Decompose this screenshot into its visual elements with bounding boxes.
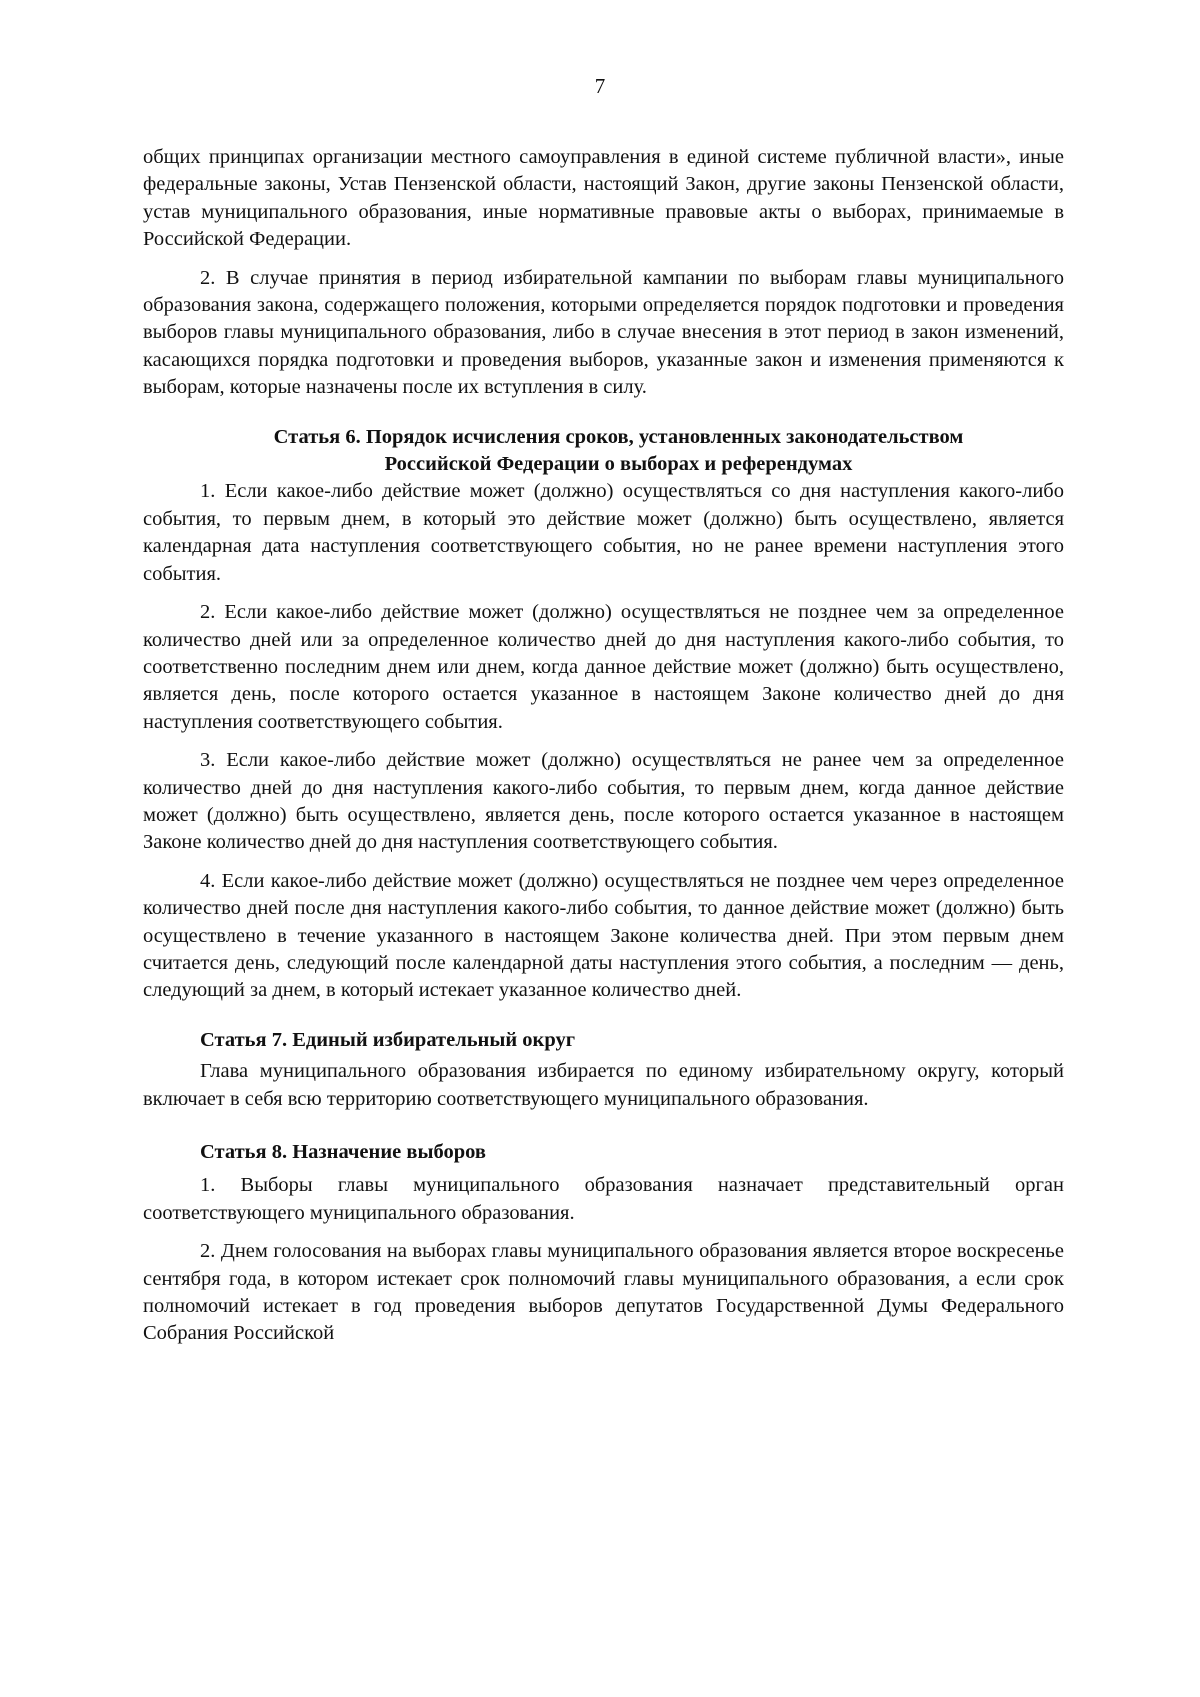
article-6-paragraph-3: 3. Если какое-либо действие может (должно) осуществляться не ранее чем за определенное количество дней до дня наступления какого-либо события, то первым днем, когда данное действие может (должно) быть осуществлено, является день, после которого остается указанное в настоящем Законе количество дней до дня наступления соответствующего события. [143,749,1064,854]
article-6-paragraph-4: 4. Если какое-либо действие может (должно) осуществляться не позднее чем через определенное количество дней после дня наступления какого-либо события, то данное действие может (должно) быть осуществлено в течение указанного в настоящем Законе количества дней. При этом первым днем считается день, следующий после календарной даты наступления этого события, а последним — день, следующий за днем, в который истекает указанное количество дней. [143,869,1064,1002]
paragraph-intro-2: 2. В случае принятия в период избирательной кампании по выборам главы муниципального образования закона, содержащего положения, которыми определяется порядок подготовки и проведения выборов главы муниципального образования, либо в случае внесения в этот период в закон изменений, касающихся порядка подготовки и проведения выборов, указанные закон и изменения применяются к выборам, которые назначены после их вступления в силу. [143,266,1064,399]
paragraph-intro-continuation: общих принципах организации местного самоуправления в единой системе публичной власти», иные федеральные законы, Устав Пензенской области, настоящий Закон, другие законы Пензенской области, устав муниципального образования, иные нормативные правовые акты о выборах, принимаемые в Российской Федерации. [143,146,1064,251]
article-6-paragraph-2: 2. Если какое-либо действие может (должно) осуществляться не позднее чем за определенное количество дней или за определенное количество дней до дня наступления какого-либо события, то соответственно последним днем или днем, когда данное действие может (должно) быть осуществлено, является день, после которого остается указанное в настоящем Законе количество дней до дня наступления соответствующего события. [143,601,1064,733]
document-body [143,144,1064,1348]
page-number: 7 [594,74,606,98]
article-8-heading: Статья 8. Назначение выборов [200,1141,486,1163]
article-6-title-line-1: Статья 6. Порядок исчисления сроков, установленных законодательством [273,425,964,448]
article-6-paragraph-1: 1. Если какое-либо действие может (должно) осуществляться со дня наступления какого-либо события, то первым днем, в который это действие может (должно) быть осуществлено, является календарная дата наступления соответствующего события, но не ранее времени наступления этого события. [143,480,1064,585]
article-7-heading: Статья 7. Единый избирательный округ [200,1028,576,1051]
article-8-paragraph-1: 1. Выборы главы муниципального образования назначает представительный орган соответствующего муниципального образования. [143,1174,1064,1224]
article-8-paragraph-2: 2. Днем голосования на выборах главы муниципального образования является второе воскресенье сентября года, в котором истекает срок полномочий главы муниципального образования, а если срок полномочий истекает в год проведения выборов депутатов Государственной Думы Федерального Собрания Российской [143,1240,1064,1345]
article-7-paragraph-1: Глава муниципального образования избирается по единому избирательному округу, который включает в себя всю территорию соответствующего муниципального образования. [143,1060,1064,1110]
article-6-title-line-2: Российской Федерации о выборах и референдумах [384,453,853,476]
article-6-heading [143,424,1064,479]
